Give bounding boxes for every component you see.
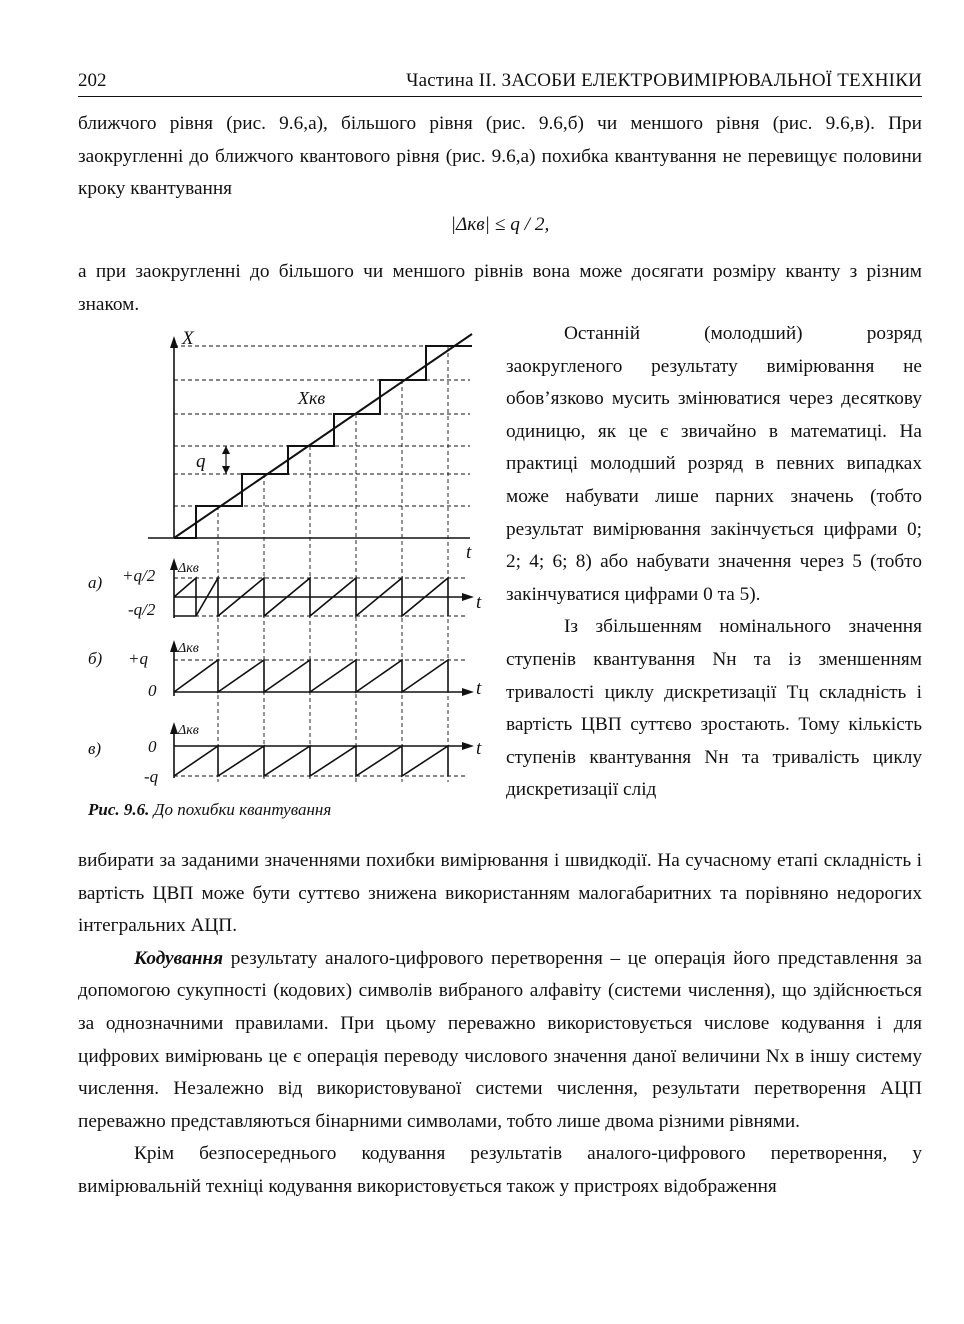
paragraph-text: а при заокругленні до більшого чи меншого рівнів вона може досягати розміру кванту з різним знаком. [78, 261, 922, 315]
label-t-a: t [476, 592, 482, 613]
label-delta-b: Δкв [178, 641, 199, 656]
label-b: б) [88, 649, 103, 668]
analog-signal-line [174, 334, 472, 538]
label-t-b: t [476, 678, 482, 699]
quantization-figure [78, 322, 498, 792]
label-minus-q: -q [144, 767, 159, 786]
label-v: в) [88, 739, 102, 758]
label-delta-a: Δкв [178, 561, 199, 576]
label-q: q [196, 451, 206, 472]
main-continuation [78, 845, 922, 1204]
paragraph-5 [78, 943, 922, 1139]
running-title: Частина ІІ. ЗАСОБИ ЕЛЕКТРОВИМІРЮВАЛЬНОЇ ТЕХНІКИ [406, 70, 922, 91]
label-zero-b: 0 [148, 681, 157, 700]
paragraph-2 [78, 256, 922, 321]
label-xkv: Xкв [298, 388, 326, 408]
label-a: а) [88, 573, 103, 592]
label-t-top: t [466, 542, 472, 563]
label-t-v: t [476, 738, 482, 759]
paragraph-3: Останній (молодший) розряд заокругленого результату вимірювання не обов’язково мусить змінюватися через десяткову одиницю, як це є звичайно в математиці. На практиці молодший розряд в певних випадках може набувати лише парних значень (тобто результат вимірювання закінчується цифрами 0; 2; 4; 6; 8) або набувати значення через 5 (тобто закінчуватися цифрами 0 та 5). [506, 323, 922, 605]
running-header [78, 70, 922, 97]
label-minus-q2: -q/2 [128, 600, 156, 619]
label-zero-v: 0 [148, 737, 157, 756]
staircase-xkv [174, 346, 472, 538]
error-sawtooth-v [174, 746, 448, 776]
caption-text: До похибки квантування [149, 800, 332, 819]
page-number: 202 [78, 70, 107, 91]
paragraph-6: Крім безпосереднього кодування результатів аналого-цифрового перетворення, у вимірювальній техніці кодування використовується також у пристроях відображення [78, 1143, 922, 1197]
side-column [506, 318, 922, 807]
formula: |Δкв| ≤ q / 2, [450, 214, 550, 235]
figure-caption [88, 800, 331, 820]
label-plus-q2: +q/2 [122, 566, 156, 585]
paragraph-5-text: результату аналого-цифрового перетворення – це операція його представлення за допомогою сукупності (кодових) символів вибраного алфавіту (системи числення), що здійснюється за однозначними правилами. При цьому переважно використовується числове кодування і для цифрових вимірювань це є операція переводу числового значення даної величини Nx в іншу систему числення. Незалежно від використовуваної системи числення, результати перетворення АЦП переважно представляються бінарними символами, тобто лише двома різними рівнями. [78, 947, 922, 1132]
error-sawtooth-b [174, 660, 448, 692]
paragraph-4-cont: вибирати за заданими значеннями похибки вимірювання і швидкодії. На сучасному етапі складність і вартість ЦВП може бути суттєво знижена використанням малогабаритних та порівняно недорогих інтегральних АЦП. [78, 850, 922, 937]
label-delta-v: Δкв [178, 723, 199, 738]
label-x-axis: X [182, 328, 194, 349]
caption-label: Рис. 9.6. [88, 800, 150, 819]
paragraph-text: ближчого рівня (рис. 9.6,а), більшого рівня (рис. 9.6,б) чи меншого рівня (рис. 9.6,в). При заокругленні до ближчого квантового рівня (рис. 9.6,а) похибка квантування не перевищує половини кроку квантування [78, 113, 922, 200]
paragraph-4-side: Із збільшенням номінального значення ступенів квантування Nн та із зменшенням тривалості циклу дискретизації Tц складність і вартість ЦВП суттєво зростають. Тому кількість ступенів квантування Nн та тривалість циклу дискретизації слід [506, 616, 922, 801]
label-plus-q: +q [128, 649, 148, 668]
paragraph-1 [78, 108, 922, 206]
term-coding: Кодування [134, 947, 224, 969]
